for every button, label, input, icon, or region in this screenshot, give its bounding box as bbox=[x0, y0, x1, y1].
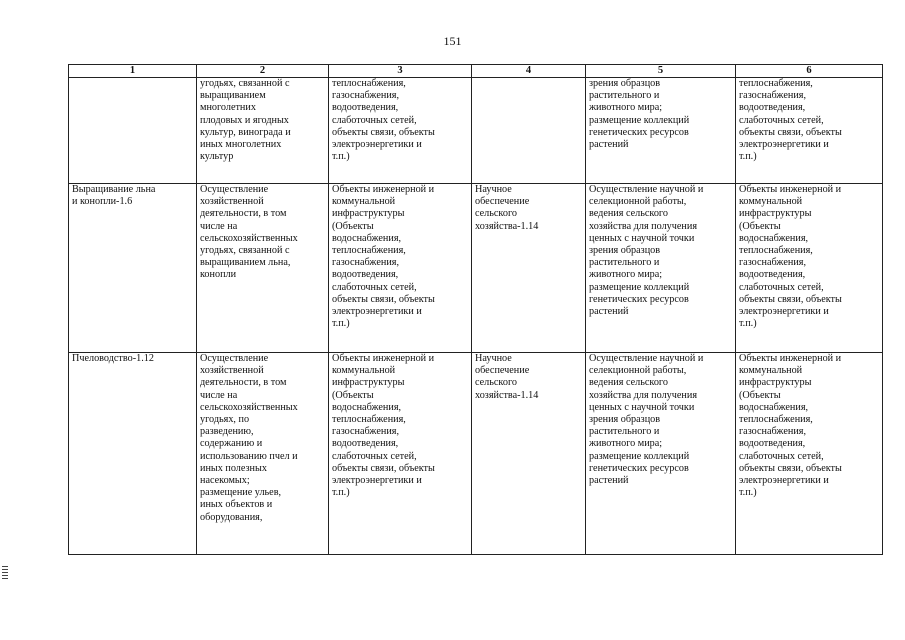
cell-text: теплоснабжения, газоснабжения, водоотведения, слаботочных сетей, объекты связи, объекты электроэнергетики и т.п.) bbox=[739, 78, 842, 163]
table-cell bbox=[197, 353, 329, 555]
cell-text: угодьях, связанной с выращиванием многолетних плодовых и ягодных культур, винограда и иных многолетних культур bbox=[200, 78, 291, 163]
table-cell bbox=[329, 353, 472, 555]
cell-text: Осуществление хозяйственной деятельности, в том числе на сельскохозяйственных угодьях, по разведению, содержанию и использованию пчел и иных полезных насекомых; размещение ульев, иных объектов и оборудования, bbox=[200, 353, 298, 523]
table-cell bbox=[329, 184, 472, 353]
table-cell bbox=[736, 78, 883, 184]
mark-line bbox=[2, 569, 8, 570]
table-row bbox=[69, 184, 883, 353]
cell-text: теплоснабжения, газоснабжения, водоотведения, слаботочных сетей, объекты связи, объекты электроэнергетики и т.п.) bbox=[332, 78, 435, 163]
table-cell bbox=[472, 78, 586, 184]
table-cell bbox=[586, 184, 736, 353]
table-cell bbox=[472, 184, 586, 353]
cell-text: Осуществление научной и селекционной работы, ведения сельского хозяйства для получения ценных с научной точки зрения образцов растительного и животного мира; размещение коллекций генетических ресурсов растений bbox=[589, 353, 704, 487]
column-header: 3 bbox=[329, 65, 472, 78]
table-cell bbox=[197, 184, 329, 353]
cell-text: Объекты инженерной и коммунальной инфраструктуры (Объекты водоснабжения, теплоснабжения, газоснабжения, водоотведения, слаботочных сетей, объекты связи, объекты электроэнергетики и т.п.) bbox=[739, 184, 842, 330]
table-row bbox=[69, 78, 883, 184]
mark-line bbox=[2, 578, 8, 579]
table-row bbox=[69, 353, 883, 555]
land-use-table bbox=[68, 64, 883, 555]
table-cell bbox=[586, 353, 736, 555]
table-cell bbox=[736, 353, 883, 555]
table-cell bbox=[472, 353, 586, 555]
table-cell bbox=[329, 78, 472, 184]
cell-text: Объекты инженерной и коммунальной инфраструктуры (Объекты водоснабжения, теплоснабжения, газоснабжения, водоотведения, слаботочных сетей, объекты связи, объекты электроэнергетики и т.п.) bbox=[332, 184, 435, 330]
page-number: 151 bbox=[443, 34, 462, 48]
column-header: 1 bbox=[69, 65, 197, 78]
column-header: 5 bbox=[586, 65, 736, 78]
mark-line bbox=[2, 566, 8, 567]
table-cell bbox=[736, 184, 883, 353]
column-header: 6 bbox=[736, 65, 883, 78]
table-cell bbox=[586, 78, 736, 184]
cell-text: Пчеловодство-1.12 bbox=[72, 353, 154, 364]
scan-margin-mark bbox=[2, 566, 10, 588]
cell-text: Научное обеспечение сельского хозяйства-1.14 bbox=[475, 353, 539, 401]
table-cell bbox=[197, 78, 329, 184]
table-cell bbox=[69, 353, 197, 555]
column-header: 4 bbox=[472, 65, 586, 78]
table-cell bbox=[69, 78, 197, 184]
cell-text: зрения образцов растительного и животного мира; размещение коллекций генетических ресурсов растений bbox=[589, 78, 690, 151]
cell-text: Научное обеспечение сельского хозяйства-1.14 bbox=[475, 184, 539, 232]
table-cell bbox=[69, 184, 197, 353]
column-header: 2 bbox=[197, 65, 329, 78]
mark-line bbox=[2, 575, 8, 576]
cell-text: Осуществление научной и селекционной работы, ведения сельского хозяйства для получения ценных с научной точки зрения образцов растительного и животного мира; размещение коллекций генетических ресурсов растений bbox=[589, 184, 704, 318]
cell-text: Осуществление хозяйственной деятельности, в том числе на сельскохозяйственных угодьях, связанной с выращиванием льна, конопли bbox=[200, 184, 298, 281]
cell-text: Объекты инженерной и коммунальной инфраструктуры (Объекты водоснабжения, теплоснабжения, газоснабжения, водоотведения, слаботочных сетей, объекты связи, объекты электроэнергетики и т.п.) bbox=[739, 353, 842, 499]
table-header-row bbox=[69, 65, 883, 78]
cell-text: Объекты инженерной и коммунальной инфраструктуры (Объекты водоснабжения, теплоснабжения, газоснабжения, водоотведения, слаботочных сетей, объекты связи, объекты электроэнергетики и т.п.) bbox=[332, 353, 435, 499]
cell-text: Выращивание льна и конопли-1.6 bbox=[72, 184, 156, 208]
mark-line bbox=[2, 572, 8, 573]
